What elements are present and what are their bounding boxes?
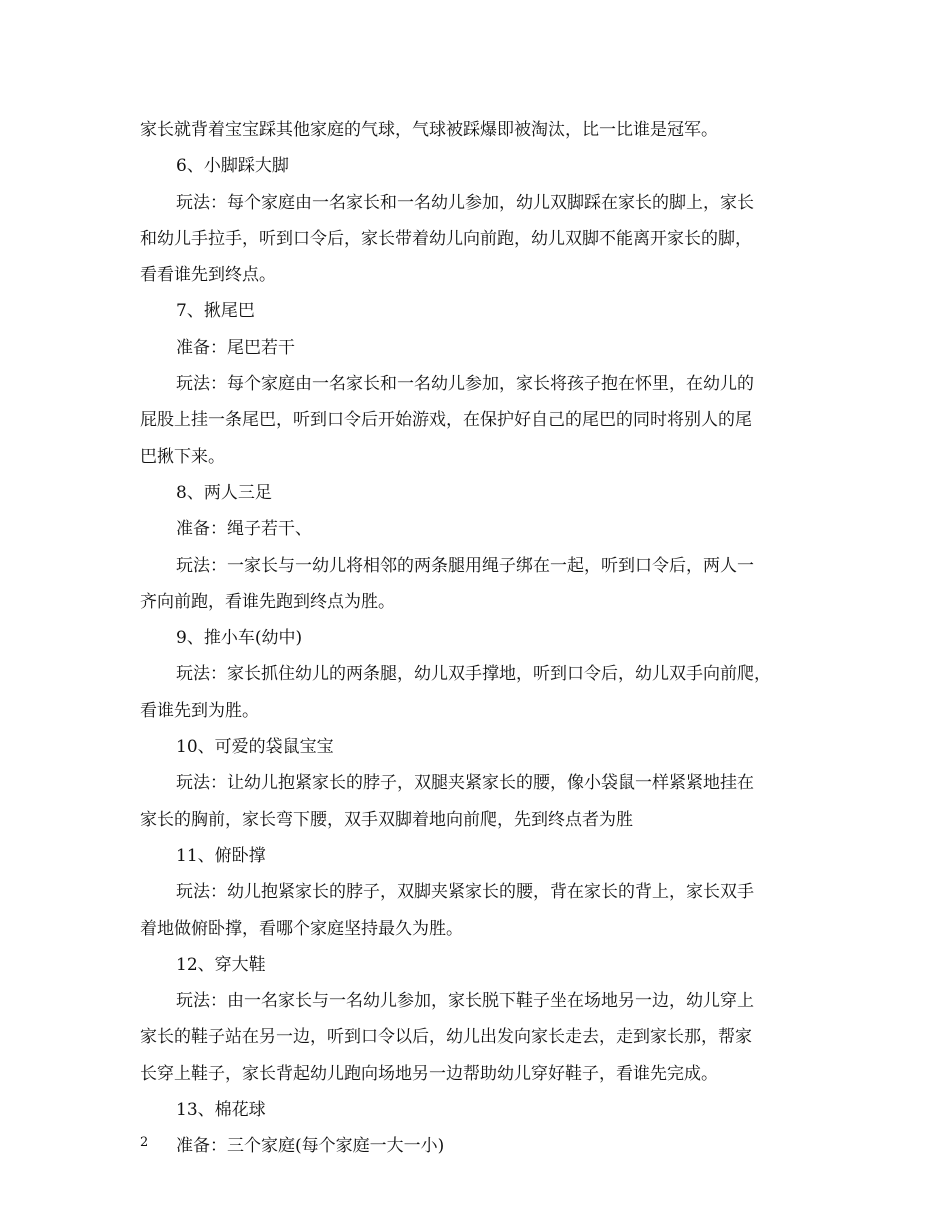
paragraph-line: 玩法：让幼儿抱紧家长的脖子，双腿夹紧家长的腰，像小袋鼠一样紧紧地挂在 [176, 773, 754, 794]
paragraph-line: 家长的胸前，家长弯下腰，双手双脚着地向前爬，先到终点者为胜 [140, 809, 633, 830]
paragraph-line: 准备：三个家庭(每个家庭一大一小) [176, 1136, 445, 1157]
section-heading: 11、俯卧撑 [176, 845, 266, 866]
paragraph-line: 准备：绳子若干、 [176, 519, 312, 540]
paragraph-line: 和幼儿手拉手，听到口令后，家长带着幼儿向前跑，幼儿双脚不能离开家长的脚， [140, 228, 752, 249]
paragraph-line: 齐向前跑，看谁先跑到终点为胜。 [140, 591, 395, 612]
section-heading: 9、推小车(幼中) [176, 628, 303, 649]
page-number: 2 [140, 1135, 149, 1150]
section-heading: 10、可爱的袋鼠宝宝 [176, 737, 334, 758]
paragraph-line: 屁股上挂一条尾巴，听到口令后开始游戏，在保护好自己的尾巴的同时将别人的尾 [140, 410, 752, 431]
section-heading: 8、两人三足 [176, 482, 272, 503]
paragraph-line: 着地做俯卧撑，看哪个家庭坚持最久为胜。 [140, 918, 463, 939]
paragraph-line: 看谁先到为胜。 [140, 700, 259, 721]
paragraph-line: 家长的鞋子站在另一边，听到口令以后，幼儿出发向家长走去，走到家长那，帮家 [140, 1027, 752, 1048]
section-heading: 13、棉花球 [176, 1100, 266, 1121]
paragraph-line: 看看谁先到终点。 [140, 265, 276, 286]
document-body [140, 112, 815, 1165]
section-heading: 12、穿大鞋 [176, 954, 266, 975]
paragraph-line: 玩法：每个家庭由一名家长和一名幼儿参加，幼儿双脚踩在家长的脚上，家长 [176, 192, 754, 213]
paragraph-line: 准备：尾巴若干 [176, 337, 295, 358]
paragraph-line: 玩法：家长抓住幼儿的两条腿，幼儿双手撑地，听到口令后，幼儿双手向前爬， [176, 664, 771, 685]
paragraph-line: 玩法：一家长与一幼儿将相邻的两条腿用绳子绑在一起，听到口令后，两人一 [176, 555, 754, 576]
paragraph-line: 玩法：每个家庭由一名家长和一名幼儿参加，家长将孩子抱在怀里，在幼儿的 [176, 374, 754, 395]
paragraph-line: 家长就背着宝宝踩其他家庭的气球，气球被踩爆即被淘汰，比一比谁是冠军。 [140, 120, 718, 140]
paragraph-line: 玩法：幼儿抱紧家长的脖子，双脚夹紧家长的腰，背在家长的背上，家长双手 [176, 882, 754, 903]
section-heading: 6、小脚踩大脚 [176, 156, 289, 177]
paragraph-line: 玩法：由一名家长与一名幼儿参加，家长脱下鞋子坐在场地另一边，幼儿穿上 [176, 991, 754, 1012]
paragraph-line: 长穿上鞋子，家长背起幼儿跑向场地另一边帮助幼儿穿好鞋子，看谁先完成。 [140, 1063, 718, 1084]
section-heading: 7、揪尾巴 [176, 301, 255, 322]
paragraph-line: 巴揪下来。 [140, 446, 225, 467]
